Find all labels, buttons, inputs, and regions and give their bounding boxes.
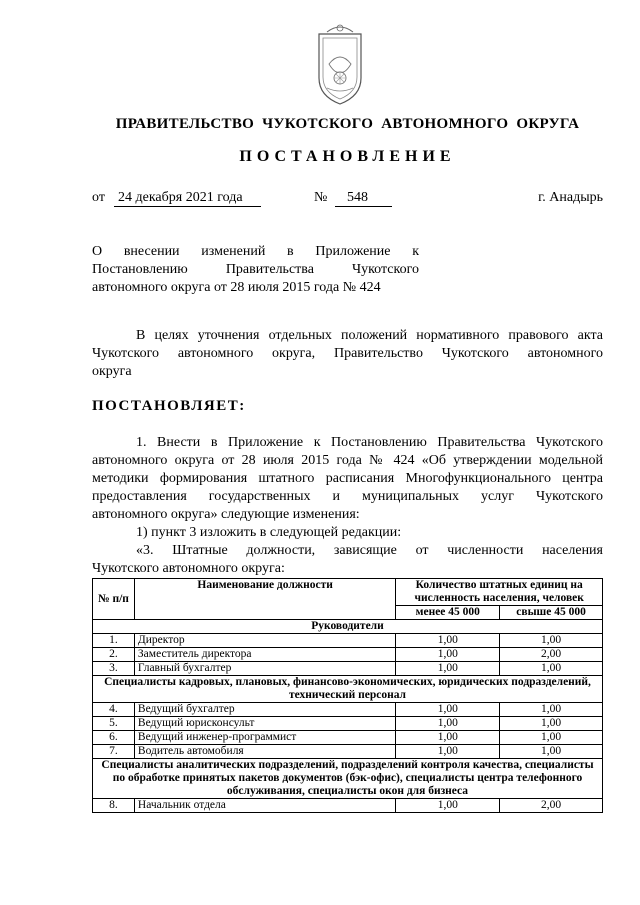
body-line: методики формирования штатного расписания Многофункционального центра xyxy=(92,471,603,486)
document-subject xyxy=(92,243,419,297)
body-line: «3. Штатные должности, зависящие от численности населения xyxy=(136,543,603,558)
row-more: 1,00 xyxy=(500,745,603,759)
number-field: 548 xyxy=(335,190,392,207)
row-less: 1,00 xyxy=(396,662,500,676)
table-row xyxy=(93,745,603,759)
city: г. Анадырь xyxy=(538,190,603,205)
body-line: Чукотского автономного округа: xyxy=(92,561,285,576)
row-name: Ведущий инженер-программист xyxy=(134,731,395,745)
subject-line: Постановлению Правительства Чукотского xyxy=(92,262,419,277)
row-more: 2,00 xyxy=(500,648,603,662)
date-prefix: от xyxy=(92,190,105,205)
table-row xyxy=(93,703,603,717)
section-row xyxy=(93,676,603,703)
row-num: 6. xyxy=(93,731,135,745)
body-line: предоставления государственных и муниципальных услуг Чукотского xyxy=(92,489,603,504)
decree-word: ПОСТАНОВЛЯЕТ: xyxy=(92,398,246,414)
section-title: Руководители xyxy=(93,620,603,634)
section-title: Специалисты кадровых, плановых, финансово-экономических, юридических подразделений, технический персонал xyxy=(93,676,603,703)
table-row xyxy=(93,799,603,813)
table-header-row xyxy=(93,579,603,606)
subject-line: автономного округа от 28 июля 2015 года № 424 xyxy=(92,280,381,295)
row-more: 1,00 xyxy=(500,662,603,676)
row-less: 1,00 xyxy=(396,731,500,745)
row-num: 2. xyxy=(93,648,135,662)
row-num: 5. xyxy=(93,717,135,731)
row-name: Водитель автомобиля xyxy=(134,745,395,759)
row-name: Заместитель директора xyxy=(134,648,395,662)
table-row xyxy=(93,717,603,731)
document-type: ПОСТАНОВЛЕНИЕ xyxy=(239,148,456,165)
row-num: 7. xyxy=(93,745,135,759)
preamble-line: Чукотского автономного округа, Правительство Чукотского автономного xyxy=(92,346,603,361)
row-name: Директор xyxy=(134,634,395,648)
coat-of-arms-icon xyxy=(305,20,375,108)
section-row xyxy=(93,620,603,634)
row-num: 3. xyxy=(93,662,135,676)
body-line: 1. Внести в Приложение к Постановлению Правительства Чукотского xyxy=(136,435,603,450)
header-num: № п/п xyxy=(93,579,135,620)
row-name: Ведущий бухгалтер xyxy=(134,703,395,717)
row-more: 1,00 xyxy=(500,731,603,745)
row-name: Начальник отдела xyxy=(134,799,395,813)
row-less: 1,00 xyxy=(396,717,500,731)
header-less: менее 45 000 xyxy=(396,606,500,620)
section-title: Специалисты аналитических подразделений, подразделений контроля качества, специалисты по обработке принятых пакетов документов (бэк-офис), специалисты центра телефонного обслуживания, специалисты окон для бизнеса xyxy=(93,759,603,799)
table-row xyxy=(93,662,603,676)
header-qty: Количество штатных единиц на численность населения, человек xyxy=(396,579,603,606)
row-name: Ведущий юрисконсульт xyxy=(134,717,395,731)
table-row xyxy=(93,731,603,745)
row-num: 4. xyxy=(93,703,135,717)
row-less: 1,00 xyxy=(396,634,500,648)
header-more: свыше 45 000 xyxy=(500,606,603,620)
table-row xyxy=(93,648,603,662)
subject-line: О внесении изменений в Приложение к xyxy=(92,244,419,259)
section-row xyxy=(93,759,603,799)
staff-table xyxy=(92,578,603,813)
row-less: 1,00 xyxy=(396,799,500,813)
row-more: 1,00 xyxy=(500,703,603,717)
document-meta xyxy=(92,190,603,210)
header-name: Наименование должности xyxy=(134,579,395,620)
body-line: автономного округа» следующие изменения: xyxy=(92,507,360,522)
row-less: 1,00 xyxy=(396,745,500,759)
body-line: автономного округа от 28 июля 2015 года № 424 «Об утверждении модельной xyxy=(92,453,603,468)
row-more: 1,00 xyxy=(500,717,603,731)
government-title: ПРАВИТЕЛЬСТВО ЧУКОТСКОГО АВТОНОМНОГО ОКРУГА xyxy=(115,116,580,132)
row-more: 1,00 xyxy=(500,634,603,648)
preamble-line: В целях уточнения отдельных положений нормативного правового акта xyxy=(136,328,603,343)
row-less: 1,00 xyxy=(396,703,500,717)
table-row xyxy=(93,634,603,648)
decree-body xyxy=(92,434,603,578)
row-num: 8. xyxy=(93,799,135,813)
row-less: 1,00 xyxy=(396,648,500,662)
row-more: 2,00 xyxy=(500,799,603,813)
row-num: 1. xyxy=(93,634,135,648)
preamble-line: округа xyxy=(92,364,132,379)
preamble xyxy=(92,327,603,381)
row-name: Главный бухгалтер xyxy=(134,662,395,676)
date-field: 24 декабря 2021 года xyxy=(114,190,261,207)
number-prefix: № xyxy=(314,190,328,205)
body-line: 1) пункт 3 изложить в следующей редакции: xyxy=(136,525,402,540)
